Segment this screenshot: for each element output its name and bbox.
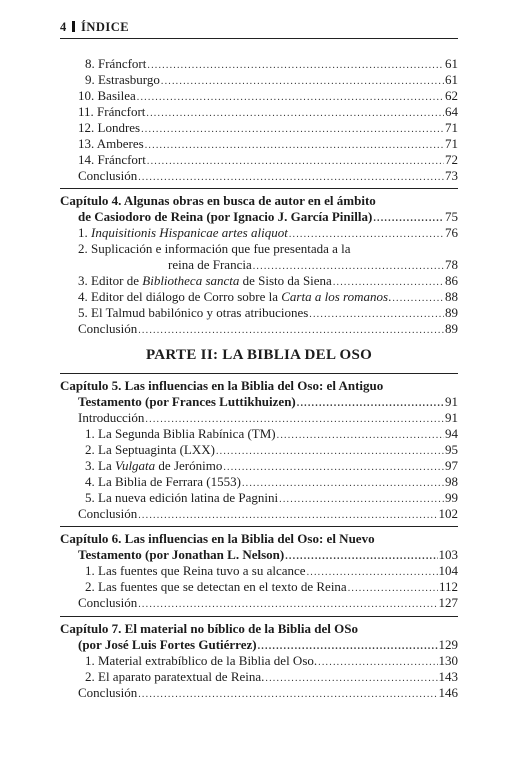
section-divider [60,526,458,527]
toc-entry: 3. Editor de Bibliotheca sancta de Sisto da Siena ..... 86 [78,273,458,289]
page-number: 4 [60,20,67,34]
toc-entry: 10. Basilea ..... 62 [78,88,458,104]
toc-entry: 4. Editor del diálogo de Corro sobre la Carta a los romanos. ..... 88 [78,289,458,305]
toc-entry: 3. La Vulgata de Jerónimo ..... 97 [85,458,458,474]
section-divider [60,188,458,189]
chapter-6-title-line-2: Testamento (por Jonathan L. Nelson) ..... 103 [78,547,458,563]
toc-entry: 5. La nueva edición latina de Pagnini ..... 99 [85,490,458,506]
chapter-7-title: Capítulo 7. El material no bíblico de la Biblia del OSo [60,621,358,636]
toc-entry-line-2: reina de Francia ..... 78 [168,257,458,273]
toc-entry: 1. Las fuentes que Reina tuvo a su alcance ..... 104 [85,563,458,579]
toc-entry: 1. La Segunda Biblia Rabínica (TM) ..... 94 [85,426,458,442]
header-bar-ornament [72,21,75,32]
toc-entry: 1. Inquisitionis Hispanicae artes aliquot ..... 76 [78,225,458,241]
chapter-4-title: Capítulo 4. Algunas obras en busca de autor en el ámbito [60,193,376,208]
toc-entry: 2. La Septuaginta (LXX) ..... 95 [85,442,458,458]
chapter-5-title-line-2: Testamento (por Frances Luttikhuizen) ..... 91 [78,394,458,410]
running-title: ÍNDICE [81,20,130,34]
toc-conclusion: Conclusión ..... 146 [78,685,458,701]
toc-entry: 2. Las fuentes que se detectan en el texto de Reina ..... 112 [85,579,458,595]
toc-conclusion: Conclusión ..... 102 [78,506,458,522]
toc-conclusion: Conclusión ..... 89 [78,321,458,337]
chapter-6-title: Capítulo 6. Las influencias en la Biblia del Oso: el Nuevo [60,531,375,546]
toc-entry: 11. Fráncfort ..... 64 [78,104,458,120]
toc-entry: 14. Fráncfort ..... 72 [78,152,458,168]
toc-entry: 2. El aparato paratextual de Reina. ..... 143 [85,669,458,685]
toc-conclusion: Conclusión ..... 127 [78,595,458,611]
part-heading: PARTE II: LA BIBLIA DEL OSO [145,347,373,363]
chapter-7-title-line-2: (por José Luis Fortes Gutiérrez) ..... 129 [78,637,458,653]
toc-entry-line-1: 2. Suplicación e información que fue presentada a la [78,241,351,256]
chapter-5-title: Capítulo 5. Las influencias en la Biblia del Oso: el Antiguo [60,378,384,393]
section-divider [60,373,458,374]
toc-entry: 13. Amberes ..... 71 [78,136,458,152]
toc-entry: 1. Material extrabíblico de la Biblia del Oso. ..... 130 [85,653,458,669]
section-divider [60,616,458,617]
toc-entry: 4. La Biblia de Ferrara (1553) ..... 98 [85,474,458,490]
toc-conclusion: Conclusión ..... 73 [78,168,458,184]
running-header [60,20,458,39]
toc-entry: 5. El Talmud babilónico y otras atribuciones ..... 89 [78,305,458,321]
toc-entry: 12. Londres ..... 71 [78,120,458,136]
toc-entry: 9. Estrasburgo ..... 61 [85,72,458,88]
chapter-4-title-line-2: de Casiodoro de Reina (por Ignacio J. García Pinilla) ..... 75 [78,209,458,225]
toc-introduction: Introducción ..... 91 [78,410,458,426]
toc-entry: 8. Fráncfort ..... 61 [85,56,458,72]
